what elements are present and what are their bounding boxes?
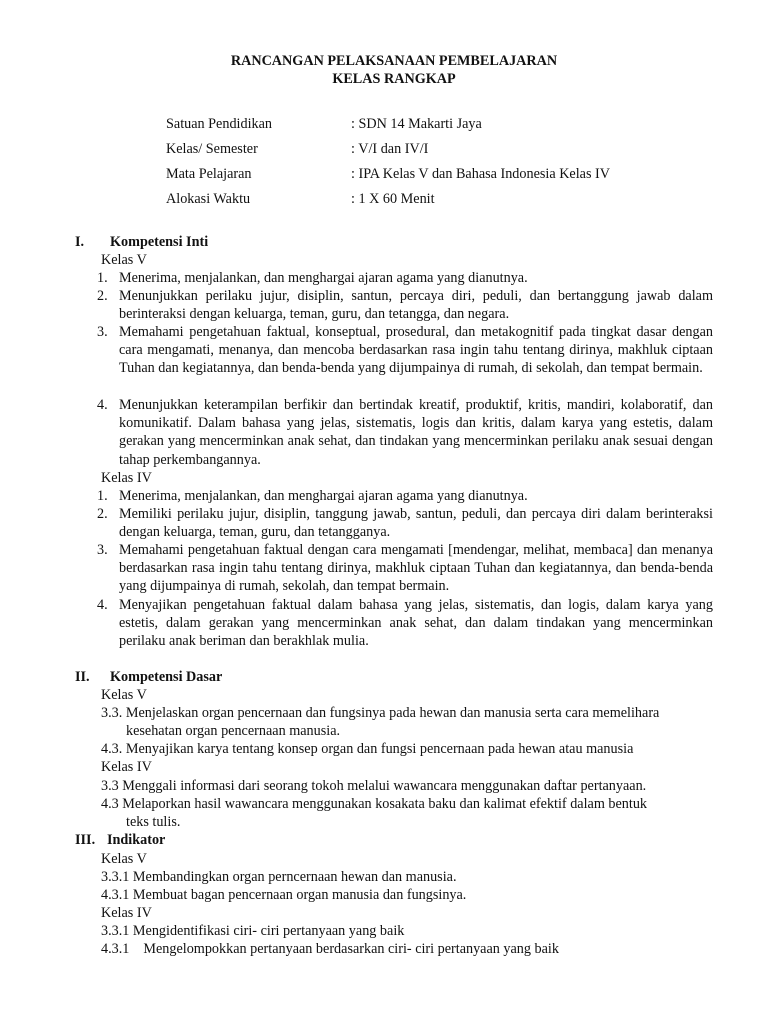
kd-text-continued: kesehatan organ pencernaan manusia. [126,723,341,740]
kelas-label: Kelas V [101,851,147,867]
item-text: Memahami pengetahuan faktual, konseptual, prosedural, dan metakognitif pada tingkat dasar dengan cara mengamati, menanya, dan mencoba berdasarkan rasa ingin tahu tentang dirinya, makhluk ciptaan Tuhan dan kegiatannya, dan benda-benda yang dijumpainya di rumah, di sekolah, dan tempat bermain. [119,324,713,377]
section-title: Kompetensi Inti [110,234,209,250]
kd-text: 4.3 Melaporkan hasil wawancara menggunakan kosakata baku dan kalimat efektif dalam bentuk [101,796,648,812]
kelas-label: Kelas IV [101,905,152,921]
kd-text: 4.3. Menyajikan karya tentang konsep organ dan fungsi pencernaan pada hewan atau manusia [101,741,634,757]
kd-item [101,777,713,795]
item-text: Menyajikan pengetahuan faktual dalam bahasa yang jelas, sistematis, dan logis, dalam karya yang estetis, dalam gerakan yang mencerminkan anak sehat, dan dalam tindakan yang mencerminkan perilaku anak beriman dan berakhlak mulia. [119,597,713,650]
kelas-label: Kelas V [101,252,147,268]
item-number: 1. [97,270,108,286]
kd-item [101,795,713,831]
info-value: : SDN 14 Makarti Jaya [351,116,482,132]
indikator-item [101,940,559,958]
item-number: 2. [97,288,108,304]
item-number: 3. [97,542,108,558]
section-title: Indikator [107,832,166,848]
item-text: Menerima, menjalankan, dan menghargai ajaran agama yang dianutnya. [119,488,528,504]
info-label: Mata Pelajaran [166,166,252,182]
indikator-item: 3.3.1 Mengidentifikasi ciri- ciri pertanyaan yang baik [101,923,405,939]
item-text: Menunjukkan keterampilan berfikir dan bertindak kreatif, produktif, kritis, mandiri, kolaboratif, dan komunikatif. Dalam bahasa yang jelas, sistematis, logis dan kritis, dalam karya yang estetis, dalam gerakan yang mencerminkan anak sehat, dan tindakan yang mencerminkan perilaku anak sesuai dengan tahap perkembangannya. [119,397,713,468]
section-number: I. [75,234,85,250]
kd-text: 3.3 Menggali informasi dari seorang tokoh melalui wawancara menggunakan daftar pertanyaan. [101,778,647,794]
item-number: 4. [97,397,108,413]
info-label: Kelas/ Semester [166,141,258,157]
section-number: II. [75,669,90,685]
info-value: : 1 X 60 Menit [351,191,435,207]
document-subtitle: KELAS RANGKAP [332,71,456,87]
item-text: Memahami pengetahuan faktual dengan cara mengamati [mendengar, melihat, membaca] dan menanya berdasarkan rasa ingin tahu tentang dirinya, makhluk ciptaan Tuhan dan kegiatannya, dan benda-benda yang dijumpainya di rumah, sekolah, dan tempat bermain. [119,542,713,595]
kd-text-continued: teks tulis. [126,814,181,831]
item-text: Menerima, menjalankan, dan menghargai ajaran agama yang dianutnya. [119,270,528,286]
info-label: Alokasi Waktu [166,191,251,207]
indikator-item: 3.3.1 Membandingkan organ perncernaan hewan dan manusia. [101,869,457,885]
kelas-label: Kelas IV [101,759,152,775]
kd-text: 3.3. Menjelaskan organ pencernaan dan fungsinya pada hewan dan manusia serta cara memelihara [101,705,660,721]
kelas-label: Kelas V [101,687,147,703]
kd-item [101,704,713,740]
item-text: Memiliki perilaku jujur, disiplin, tanggung jawab, santun, peduli, dan percaya diri dalam berinteraksi dengan keluarga, teman, guru, dan tetangganya. [119,506,713,541]
item-number: 1. [97,488,108,504]
item-number: 4. [97,597,108,613]
item-number: 3. [97,324,108,340]
kelas-label: Kelas IV [101,470,152,486]
indikator-text: Mengelompokkan pertanyaan berdasarkan ciri- ciri pertanyaan yang baik [143,941,559,957]
info-label: Satuan Pendidikan [166,116,272,132]
indikator-item: 4.3.1 Membuat bagan pencernaan organ manusia dan fungsinya. [101,887,467,903]
item-text: Menunjukkan perilaku jujur, disiplin, santun, percaya diri, peduli, dan bertanggung jawab dalam berinteraksi dengan keluarga, teman, guru, dan tetangga, dan negara. [119,288,713,323]
section-title: Kompetensi Dasar [110,669,223,685]
info-value: : IPA Kelas V dan Bahasa Indonesia Kelas IV [351,166,611,182]
indikator-number: 4.3.1 [101,941,130,957]
kd-item [101,740,713,758]
section-number: III. [75,832,96,848]
info-value: : V/I dan IV/I [351,141,429,157]
item-number: 2. [97,506,108,522]
document-title: RANCANGAN PELAKSANAAN PEMBELAJARAN [230,53,558,69]
